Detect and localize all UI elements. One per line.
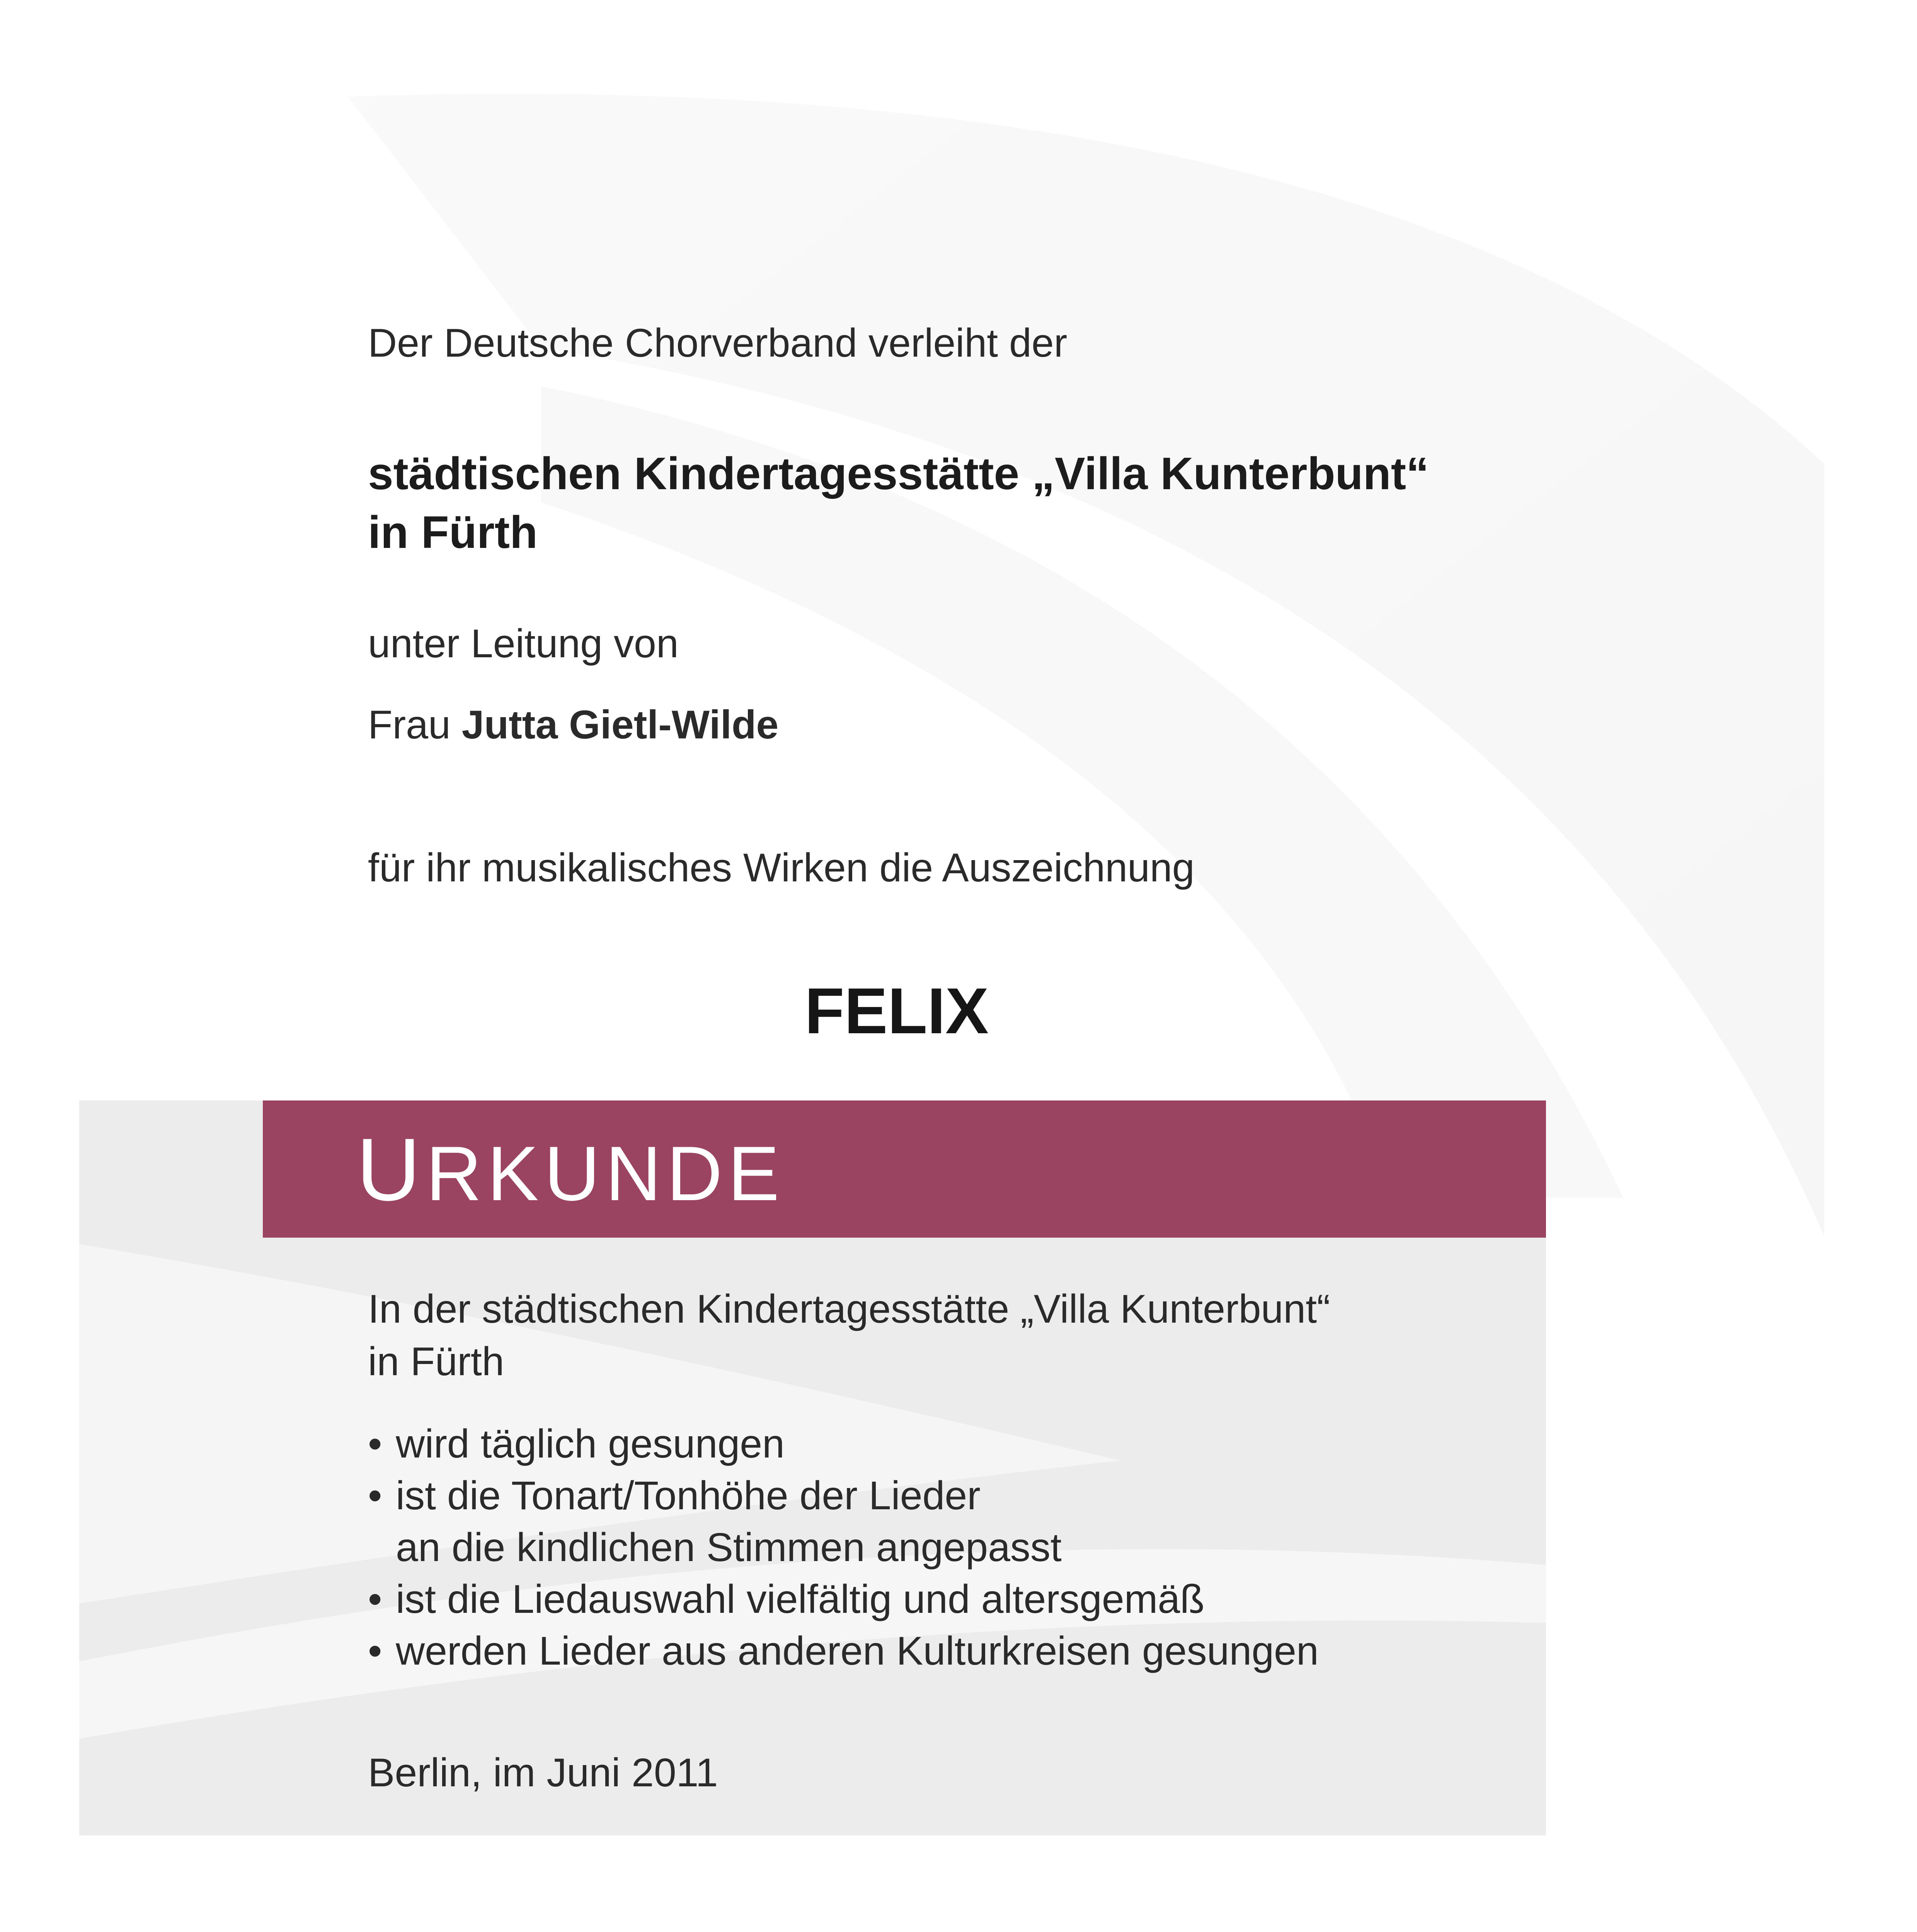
criteria-item: • ist die Tonart/Tonhöhe der Lieder an die kindlichen Stimmen angepasst bbox=[368, 1470, 1319, 1573]
leadership-intro: unter Leitung von bbox=[368, 621, 679, 666]
statement-line-2: in Fürth bbox=[368, 1339, 504, 1384]
criteria-item: • wird täglich gesungen bbox=[368, 1418, 1319, 1470]
title-banner bbox=[263, 1100, 1546, 1238]
award-intro: für ihr musikalisches Wirken die Auszeichnung bbox=[368, 845, 1195, 890]
intro-text: Der Deutsche Chorverband verleiht der bbox=[368, 321, 1067, 366]
criteria-list bbox=[368, 1418, 1319, 1677]
criteria-item: • ist die Liedauswahl vielfältig und altersgemäß bbox=[368, 1573, 1319, 1625]
recipient-line-2: in Fürth bbox=[368, 507, 538, 558]
certificate-title: URKUNDE bbox=[356, 1120, 785, 1219]
place-date: Berlin, im Juni 2011 bbox=[368, 1750, 718, 1795]
recipient-name bbox=[368, 444, 1429, 562]
leader-prefix: Frau bbox=[368, 702, 451, 747]
criteria-item: • werden Lieder aus anderen Kulturkreisen gesungen bbox=[368, 1625, 1319, 1677]
recipient-line-1: städtischen Kindertagesstätte „Villa Kunterbunt“ bbox=[368, 448, 1429, 499]
statement-line-1: In der städtischen Kindertagesstätte „Villa Kunterbunt“ bbox=[368, 1287, 1330, 1332]
award-name: FELIX bbox=[804, 975, 989, 1047]
leader-line bbox=[368, 699, 778, 751]
leader-name: Jutta Gietl-Wilde bbox=[461, 702, 779, 747]
